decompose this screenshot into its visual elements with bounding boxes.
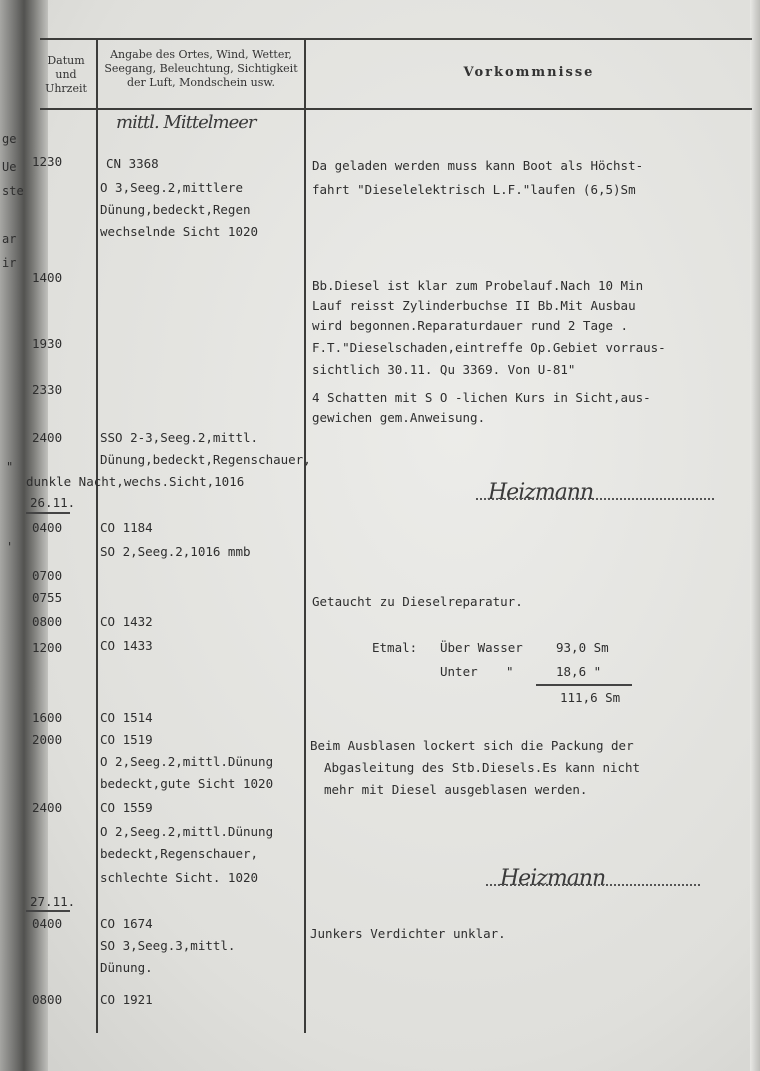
etmal-label: Etmal: bbox=[372, 640, 418, 655]
header-col2-line1: Angabe des Ortes, Wind, Wetter, bbox=[110, 48, 292, 61]
datetime-entry: 0800 bbox=[32, 992, 63, 1007]
occurrence-line: Lauf reisst Zylinderbuchse II Bb.Mit Ausbau bbox=[312, 298, 636, 313]
datetime-entry: 0755 bbox=[32, 590, 63, 605]
datetime-entry: 1400 bbox=[32, 270, 63, 285]
occurrence-line: Getaucht zu Dieselreparatur. bbox=[312, 594, 523, 609]
occurrence-line: Beim Ausblasen lockert sich die Packung der bbox=[310, 738, 634, 753]
datetime-entry: 2400 bbox=[32, 430, 63, 445]
date-entry: 26.11. bbox=[30, 495, 76, 510]
weather-line: SSO 2-3,Seeg.2,mittl. bbox=[100, 430, 259, 445]
margin-fragment: " bbox=[6, 460, 14, 474]
datetime-entry: 1200 bbox=[32, 640, 63, 655]
weather-line: Dünung. bbox=[100, 960, 153, 975]
date-underline bbox=[26, 512, 70, 514]
etmal-ditto-mark: " bbox=[506, 664, 514, 679]
occurrence-line: mehr mit Diesel ausgeblasen werden. bbox=[324, 782, 588, 797]
datetime-entry: 0800 bbox=[32, 614, 63, 629]
occurrence-line: Junkers Verdichter unklar. bbox=[310, 926, 506, 941]
occurrence-line: 4 Schatten mit S O -lichen Kurs in Sicht,aus- bbox=[312, 390, 651, 405]
handwritten-signature-2: Heizmann bbox=[500, 866, 606, 891]
header-bottom-rule bbox=[40, 108, 752, 110]
grid-square: CO 1514 bbox=[100, 710, 153, 725]
weather-line: bedeckt,gute Sicht 1020 bbox=[100, 776, 274, 791]
etmal-under-water-label: Unter bbox=[440, 664, 478, 679]
weather-line: O 3,Seeg.2,mittlere bbox=[100, 180, 243, 195]
etmal-under-water-value: 18,6 " bbox=[556, 664, 602, 679]
margin-fragment: Ue bbox=[2, 160, 17, 174]
weather-line: schlechte Sicht. 1020 bbox=[100, 870, 259, 885]
grid-square: CO 1433 bbox=[100, 638, 153, 653]
datetime-entry: 2330 bbox=[32, 382, 63, 397]
occurrence-line: sichtlich 30.11. Qu 3369. Von U-81" bbox=[312, 362, 576, 377]
header-col2-line3: der Luft, Mondschein usw. bbox=[126, 76, 276, 89]
header-datetime: Datum und Uhrzeit bbox=[45, 54, 87, 95]
grid-square: CN 3368 bbox=[106, 156, 159, 171]
table-top-rule bbox=[40, 38, 752, 40]
weather-line: Dünung,bedeckt,Regen bbox=[100, 202, 251, 217]
grid-square: CO 1559 bbox=[100, 800, 153, 815]
datetime-entry: 2000 bbox=[32, 732, 63, 747]
weather-line: wechselnde Sicht 1020 bbox=[100, 224, 259, 239]
margin-fragment: ir bbox=[2, 256, 17, 270]
header-occurrences: Vorkommnisse bbox=[463, 65, 595, 80]
occurrence-line: gewichen gem.Anweisung. bbox=[312, 410, 486, 425]
page-edge bbox=[750, 0, 760, 1071]
margin-fragment: ar bbox=[2, 232, 17, 246]
grid-square: CO 1519 bbox=[100, 732, 153, 747]
weather-line: SO 2,Seeg.2,1016 mmb bbox=[100, 544, 251, 559]
date-underline bbox=[26, 910, 70, 912]
occurrence-line: fahrt "Dieselelektrisch L.F."laufen (6,5)Sm bbox=[312, 182, 636, 197]
occurrence-line: wird begonnen.Reparaturdauer rund 2 Tage . bbox=[312, 318, 629, 333]
margin-fragment: ste bbox=[2, 184, 24, 198]
datetime-entry: 0400 bbox=[32, 916, 63, 931]
datetime-entry: 1600 bbox=[32, 710, 63, 725]
header-location-weather bbox=[98, 48, 304, 90]
margin-fragment: ' bbox=[6, 540, 14, 554]
date-entry: 27.11. bbox=[30, 894, 76, 909]
signature-dotted-line bbox=[476, 498, 714, 500]
datetime-entry: 0700 bbox=[32, 568, 63, 583]
etmal-total-value: 111,6 Sm bbox=[560, 690, 621, 705]
datetime-entry: 1230 bbox=[32, 154, 63, 169]
weather-line: O 2,Seeg.2,mittl.Dünung bbox=[100, 754, 274, 769]
weather-line: O 2,Seeg.2,mittl.Dünung bbox=[100, 824, 274, 839]
etmal-sum-line bbox=[536, 684, 632, 686]
occurrence-line: Abgasleitung des Stb.Diesels.Es kann nicht bbox=[324, 760, 641, 775]
column-divider-2 bbox=[304, 38, 306, 1033]
occurrence-line: Bb.Diesel ist klar zum Probelauf.Nach 10 Min bbox=[312, 278, 644, 293]
grid-square: CO 1432 bbox=[100, 614, 153, 629]
weather-line: dunkle Nacht,wechs.Sicht,1016 bbox=[26, 474, 245, 489]
grid-square: CO 1184 bbox=[100, 520, 153, 535]
handwritten-area-note: mittl. Mittelmeer bbox=[116, 112, 256, 133]
datetime-entry: 0400 bbox=[32, 520, 63, 535]
grid-square: CO 1921 bbox=[100, 992, 153, 1007]
header-col2-line2: Seegang, Beleuchtung, Sichtigkeit bbox=[104, 62, 298, 75]
handwritten-signature-1: Heizmann bbox=[488, 480, 594, 505]
weather-line: Dünung,bedeckt,Regenschauer, bbox=[100, 452, 311, 467]
etmal-over-water-value: 93,0 Sm bbox=[556, 640, 609, 655]
margin-fragment: ge bbox=[2, 132, 17, 146]
column-divider-1 bbox=[96, 38, 98, 1033]
datetime-entry: 1930 bbox=[32, 336, 63, 351]
etmal-over-water-label: Über Wasser bbox=[440, 640, 523, 655]
signature-dotted-line bbox=[486, 884, 700, 886]
occurrence-line: Da geladen werden muss kann Boot als Höchst- bbox=[312, 158, 644, 173]
occurrence-line: F.T."Dieselschaden,eintreffe Op.Gebiet vorraus- bbox=[312, 340, 666, 355]
weather-line: bedeckt,Regenschauer, bbox=[100, 846, 259, 861]
datetime-entry: 2400 bbox=[32, 800, 63, 815]
grid-square: CO 1674 bbox=[100, 916, 153, 931]
weather-line: SO 3,Seeg.3,mittl. bbox=[100, 938, 236, 953]
